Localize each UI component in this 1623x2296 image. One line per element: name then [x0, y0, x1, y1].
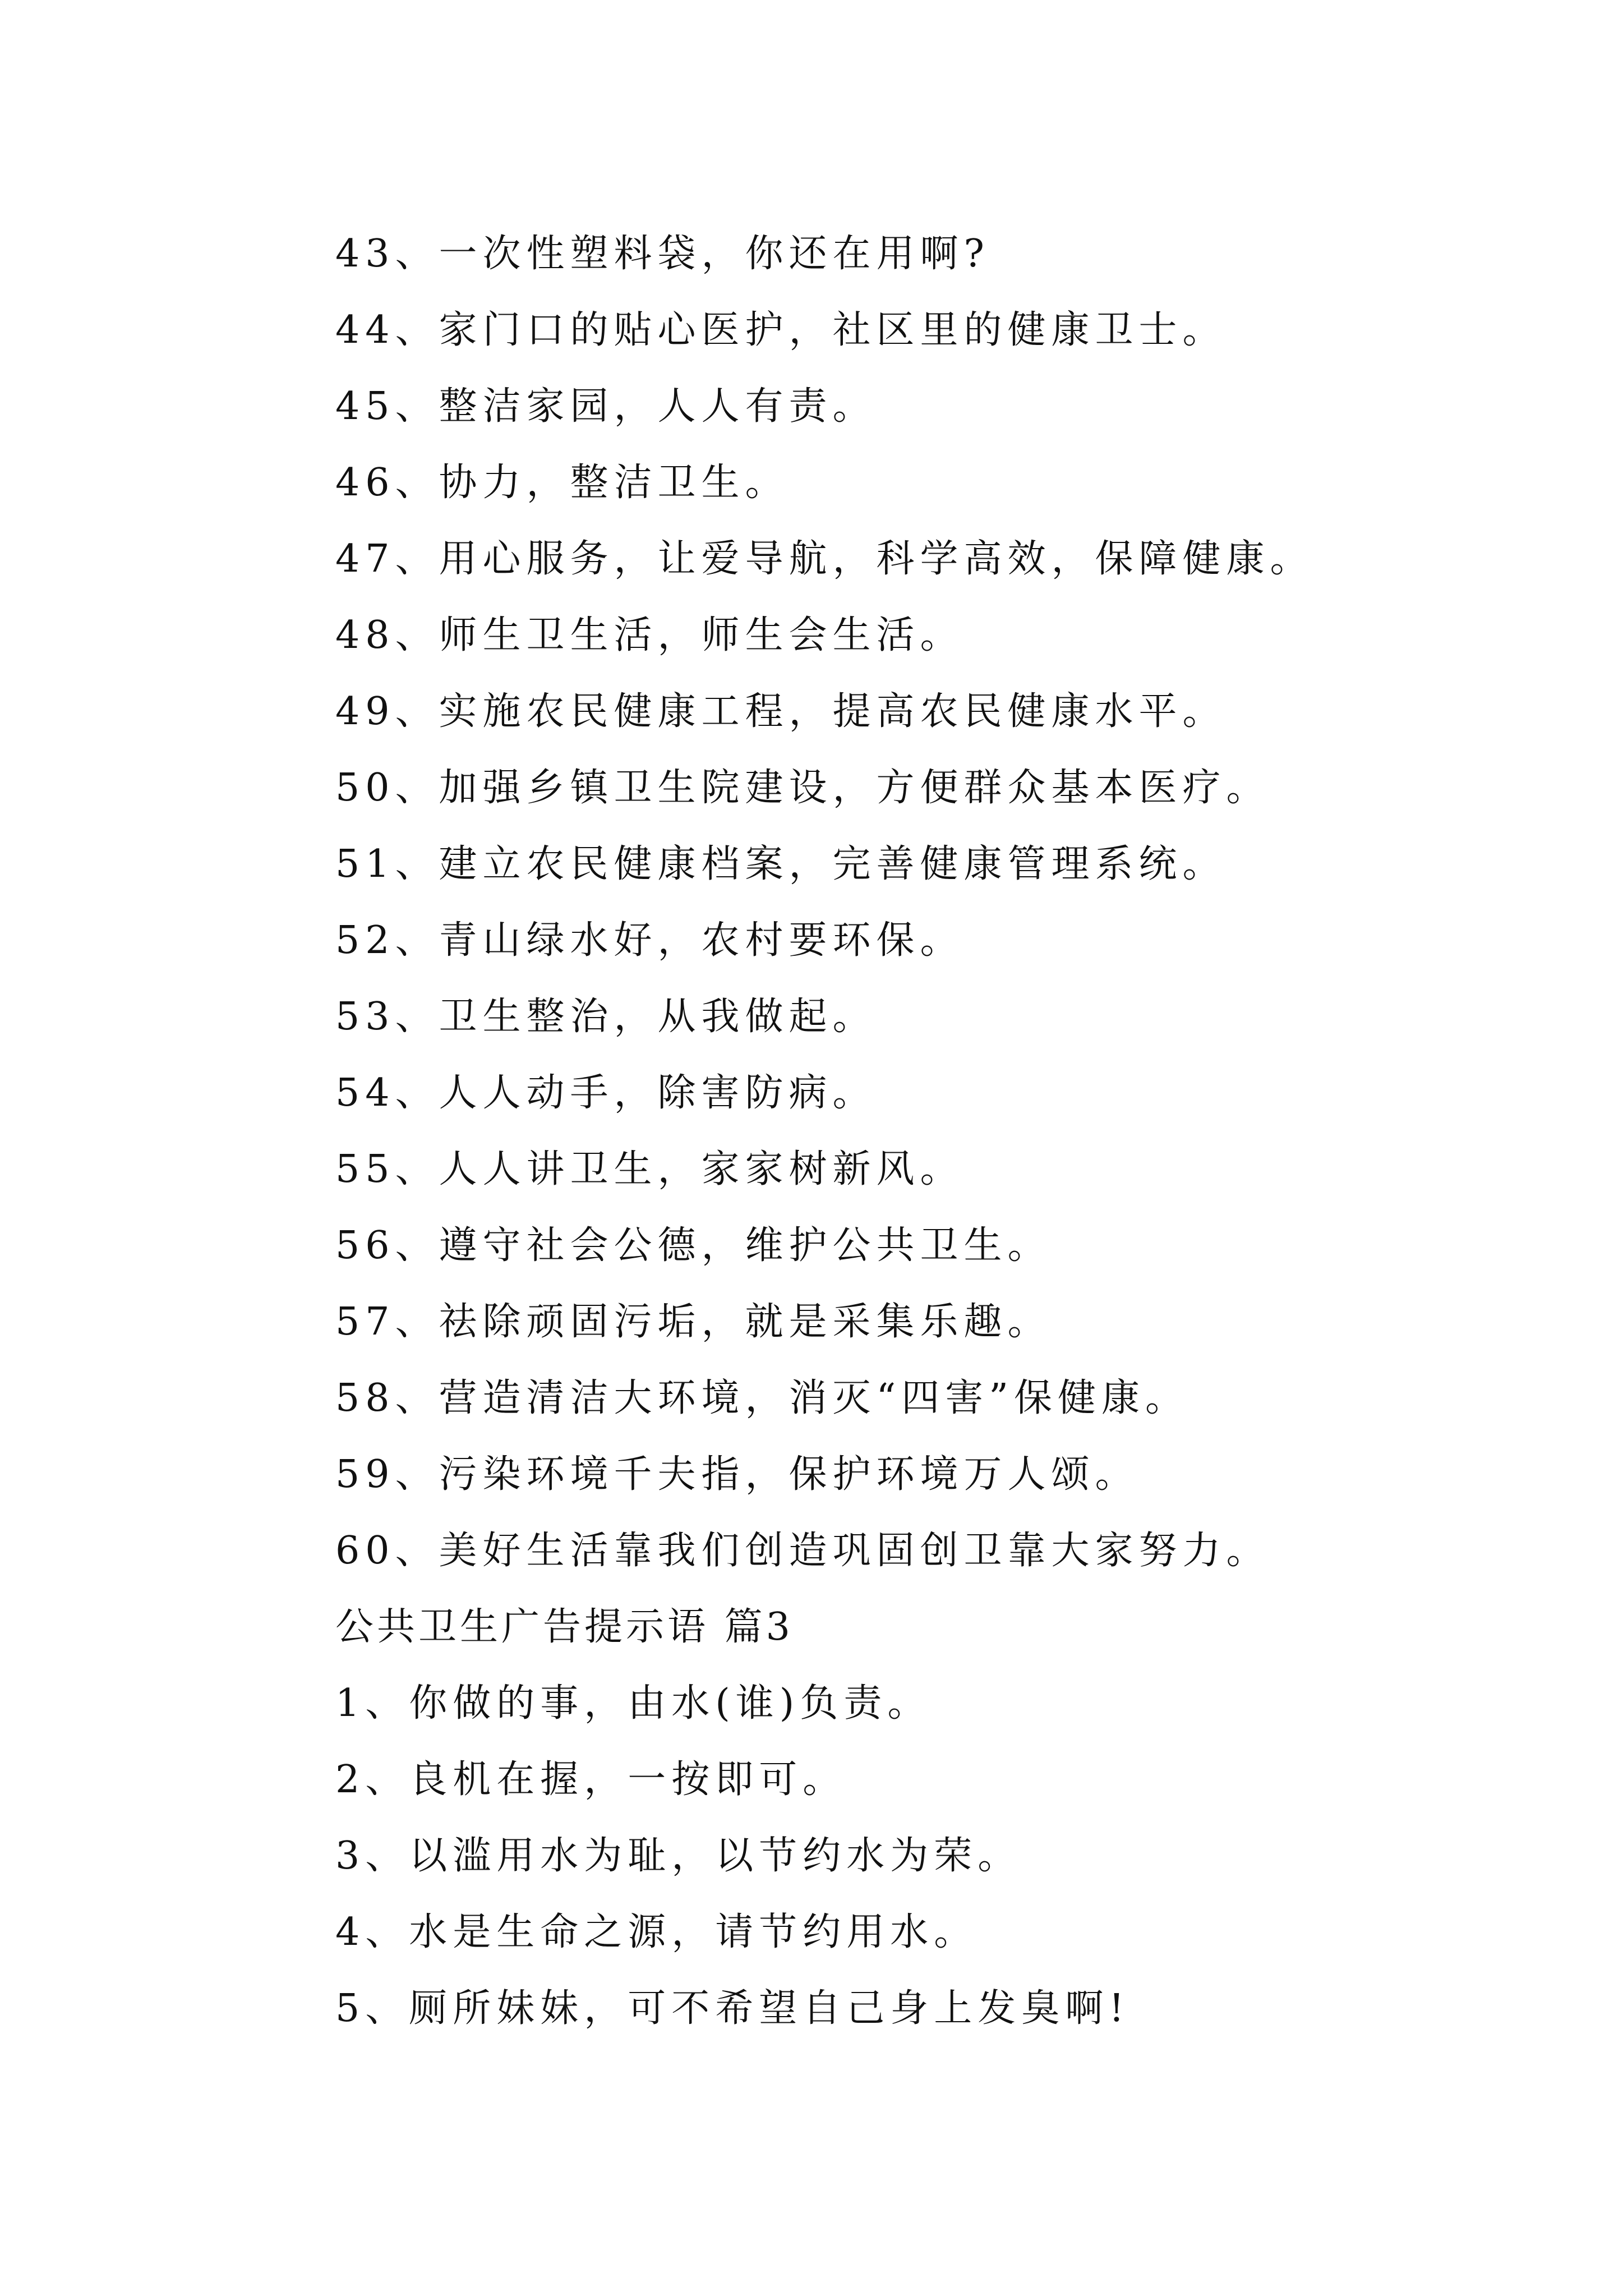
list-item: 59、污染环境千夫指，保护环境万人颂。	[335, 1452, 1139, 1497]
list-item: 2、良机在握，一按即可。	[335, 1757, 847, 1802]
list-item: 51、建立农民健康档案，完善健康管理系统。	[335, 842, 1227, 886]
list-item: 45、整洁家园，人人有责。	[335, 384, 877, 429]
list-item: 43、一次性塑料袋，你还在用啊?	[335, 232, 990, 276]
list-item: 44、家门口的贴心医护，社区里的健康卫士。	[335, 308, 1227, 352]
list-item: 58、营造清洁大环境，消灭“四害”保健康。	[335, 1376, 1189, 1420]
list-item: 4、水是生命之源，请节约用水。	[335, 1910, 978, 1954]
list-item: 54、人人动手，除害防病。	[335, 1071, 877, 1115]
list-item: 50、加强乡镇卫生院建设，方便群众基本医疗。	[335, 766, 1270, 810]
list-item: 1、你做的事，由水(谁)负责。	[335, 1681, 932, 1726]
list-item: 5、厕所妹妹，可不希望自己身上发臭啊!	[335, 1986, 1130, 2031]
list-item: 53、卫生整治，从我做起。	[335, 995, 877, 1039]
section-heading: 公共卫生广告提示语 篇3	[335, 1605, 794, 1649]
list-item: 52、青山绿水好，农村要环保。	[335, 918, 964, 963]
list-item: 47、用心服务，让爱导航，科学高效，保障健康。	[335, 537, 1314, 581]
list-item: 55、人人讲卫生，家家树新风。	[335, 1147, 964, 1191]
list-item: 46、协力，整洁卫生。	[335, 461, 789, 505]
list-item: 49、实施农民健康工程，提高农民健康水平。	[335, 689, 1227, 734]
list-item: 48、师生卫生活，师生会生活。	[335, 613, 964, 657]
list-item: 57、祛除顽固污垢，就是采集乐趣。	[335, 1300, 1052, 1344]
list-item: 3、以滥用水为耻，以节约水为荣。	[335, 1834, 1022, 1878]
list-item: 56、遵守社会公德，维护公共卫生。	[335, 1223, 1052, 1268]
list-item: 60、美好生活靠我们创造巩固创卫靠大家努力。	[335, 1529, 1270, 1573]
document-body	[335, 216, 1457, 2047]
